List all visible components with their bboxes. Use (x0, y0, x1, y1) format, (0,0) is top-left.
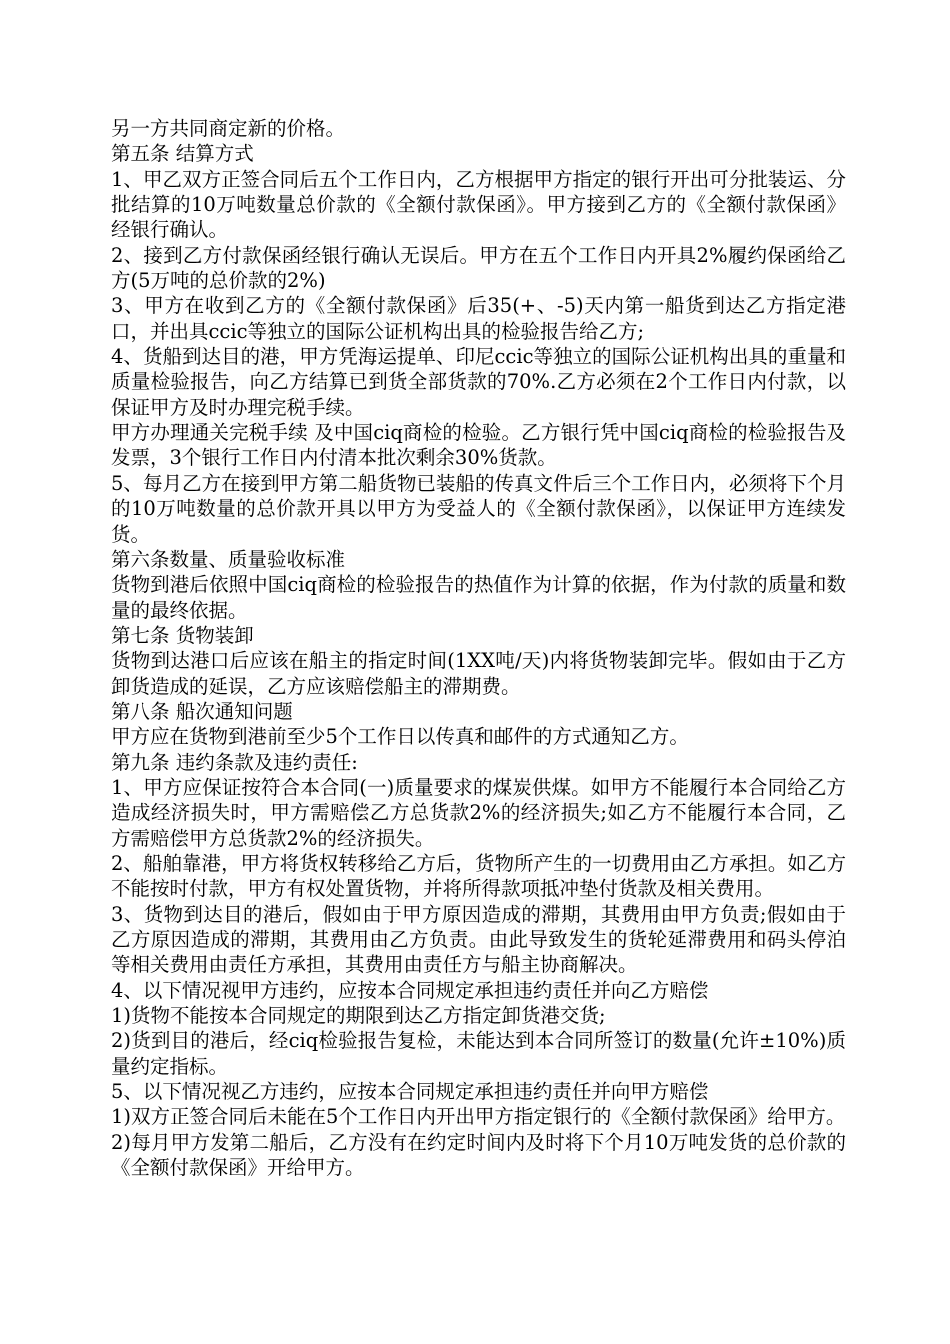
document-page (111, 116, 846, 1180)
section-heading-article-6: 第六条数量、质量验收标准 (111, 547, 346, 571)
paragraph: 1)货物不能按本合同规定的期限到达乙方指定卸货港交货; (111, 1004, 606, 1028)
paragraph: 4、货船到达目的港，甲方凭海运提单、印尼ccic等独立的国际公证机构出具的重量和质量检验报告，向乙方结算已到货全部货款的70%.乙方必须在2个工作日内付款，以保证甲方及时办理完税手续。 (111, 345, 846, 419)
paragraph: 3、甲方在收到乙方的《全额付款保函》后35(+、-5)天内第一船货到达乙方指定港口，并出具ccic等独立的国际公证机构出具的检验报告给乙方; (111, 294, 846, 343)
paragraph: 货物到港后依照中国ciq商检的检验报告的热值作为计算的依据，作为付款的质量和数量的最终依据。 (111, 573, 846, 622)
paragraph: 甲方办理通关完税手续 及中国ciq商检的检验。乙方银行凭中国ciq商检的检验报告及发票，3个银行工作日内付清本批次剩余30%货款。 (111, 421, 846, 470)
paragraph: 货物到达港口后应该在船主的指定时间(1XX吨/天)内将货物装卸完毕。假如由于乙方卸货造成的延误，乙方应该赔偿船主的滞期费。 (111, 649, 846, 698)
paragraph: 2、船舶靠港，甲方将货权转移给乙方后，货物所产生的一切费用由乙方承担。如乙方不能按时付款，甲方有权处置货物，并将所得款项抵冲垫付货款及相关费用。 (111, 851, 846, 901)
section-heading-article-9: 第九条 违约条款及违约责任: (111, 750, 358, 774)
paragraph: 1)双方正签合同后未能在5个工作日内开出甲方指定银行的《全额付款保函》给甲方。 (111, 1105, 846, 1129)
section-heading-article-5: 第五条 结算方式 (111, 142, 254, 166)
paragraph: 5、以下情况视乙方违约，应按本合同规定承担违约责任并向甲方赔偿 (111, 1080, 709, 1104)
paragraph: 2、接到乙方付款保函经银行确认无误后。甲方在五个工作日内开具2%履约保函给乙方(5万吨的总价款的2%) (111, 243, 846, 293)
paragraph: 4、以下情况视甲方违约，应按本合同规定承担违约责任并向乙方赔偿 (111, 978, 709, 1002)
paragraph: 5、每月乙方在接到甲方第二船货物已装船的传真文件后三个工作日内，必须将下个月的10万吨数量的总价款开具以甲方为受益人的《全额付款保函》，以保证甲方连续发货。 (111, 471, 846, 546)
section-heading-article-7: 第七条 货物装卸 (111, 623, 254, 647)
paragraph: 1、甲乙双方正签合同后五个工作日内，乙方根据甲方指定的银行开出可分批装运、分批结算的10万吨数量总价款的《全额付款保函》。甲方接到乙方的《全额付款保函》经银行确认。 (111, 167, 846, 242)
paragraph: 2)货到目的港后，经ciq检验报告复检，未能达到本合同所签订的数量(允许±10%)质量约定指标。 (111, 1029, 846, 1078)
paragraph: 3、货物到达目的港后，假如由于甲方原因造成的滞期，其费用由甲方负责;假如由于乙方原因造成的滞期，其费用由乙方负责。由此导致发生的货轮延滞费用和码头停泊等相关费用由责任方承担，其费用由责任方与船主协商解决。 (111, 902, 846, 977)
paragraph: 甲方应在货物到港前至少5个工作日以传真和邮件的方式通知乙方。 (111, 725, 689, 749)
section-heading-article-8: 第八条 船次通知问题 (111, 699, 293, 723)
paragraph: 1、甲方应保证按符合本合同(一)质量要求的煤炭供煤。如甲方不能履行本合同给乙方造成经济损失时，甲方需赔偿乙方总货款2%的经济损失;如乙方不能履行本合同，乙方需赔偿甲方总货款2%的经济损失。 (111, 775, 846, 850)
paragraph: 另一方共同商定新的价格。 (111, 117, 346, 140)
paragraph: 2)每月甲方发第二船后，乙方没有在约定时间内及时将下个月10万吨发货的总价款的《全额付款保函》开给甲方。 (111, 1130, 846, 1180)
